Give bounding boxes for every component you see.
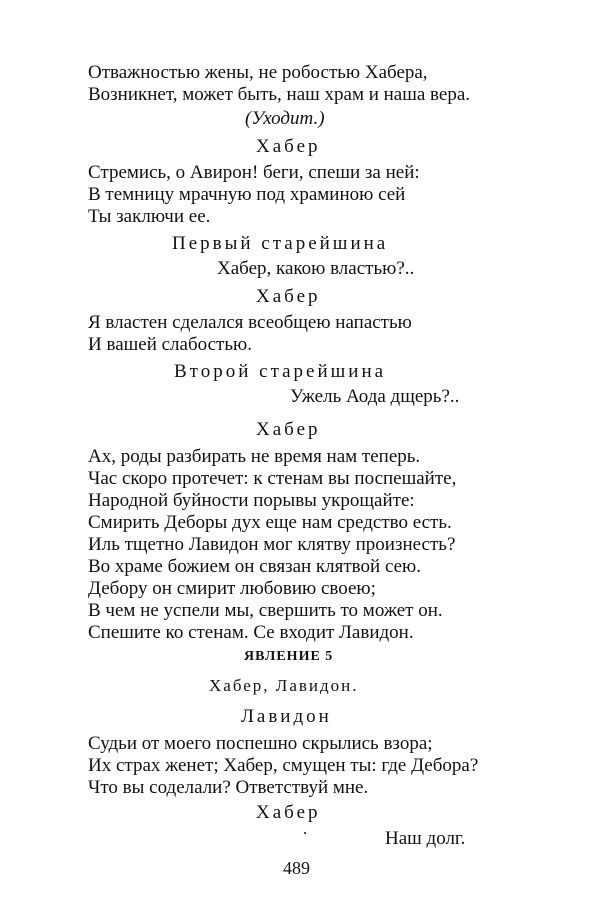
speaker-name: Первый старейшина [172,233,389,254]
verse-line: Наш долг. [385,828,466,849]
verse-line: И вашей слабостью. [88,334,252,355]
verse-line: Я властен сделался всеобщею напастью [88,312,412,333]
verse-line: Спешите ко стенам. Се входит Лавидон. [88,622,414,643]
verse-line: Ты заключи ее. [88,206,211,227]
ink-speck [304,832,306,834]
speaker-name: Хабер [256,286,321,307]
speaker-name: Лавидон [241,706,332,727]
verse-line: Народной буйности порывы укрощайте: [88,490,415,511]
stage-direction: (Уходит.) [245,108,325,129]
verse-line: Во храме божием он связан клятвой сею. [88,556,421,577]
verse-line: Ах, роды разбирать не время нам теперь. [88,446,421,467]
verse-line: В темницу мрачную под храминою сей [88,184,406,205]
verse-line: Иль тщетно Лавидон мог клятву произнесть? [88,534,456,555]
verse-line: Стремись, о Авирон! беги, спеши за ней: [88,162,420,183]
speaker-name: Хабер [256,419,321,440]
verse-line: Что вы соделали? Ответствуй мне. [88,777,369,798]
verse-line: В чем не успели мы, свершить то может он. [88,600,443,621]
scene-title: ЯВЛЕНИЕ 5 [244,649,334,664]
verse-line: Час скоро протечет: к стенам вы поспешайте, [88,468,457,489]
verse-line: Дебору он смирит любовию своею; [88,578,376,599]
speaker-name: Хабер [256,802,321,823]
verse-line: Их страх женет; Хабер, смущен ты: где Дебора? [88,755,479,776]
verse-line: Отважностью жены, не робостью Хабера, [88,62,428,83]
verse-line: Хабер, какою властью?.. [217,258,415,279]
verse-line: Ужель Аода дщерь?.. [290,386,460,407]
verse-line: Смирить Деборы дух еще нам средство есть. [88,512,452,533]
verse-line: Судьи от моего поспешно скрылись взора; [88,733,433,754]
speaker-name: Хабер [256,136,321,157]
scene-cast: Хабер, Лавидон. [209,676,359,695]
verse-line: Возникнет, может быть, наш храм и наша вера. [88,84,471,105]
speaker-name: Второй старейшина [174,361,387,382]
page-number: 489 [283,858,310,878]
